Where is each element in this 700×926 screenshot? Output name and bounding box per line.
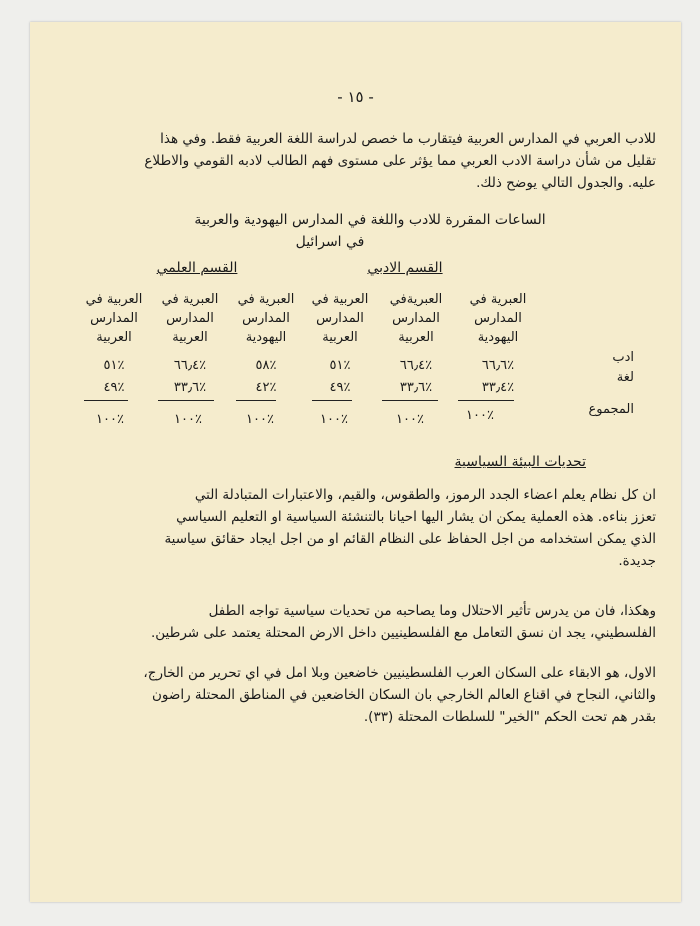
paragraph-line: ان كل نظام يعلم اعضاء الجدد الرموز، والطقوس، والقيم، والاعتبارات المتبادلة التي [194,487,656,503]
paragraph-line: الذي يمكن استخدامه من اجل الحفاظ على النظام القائم او من اجل ايجاد حقائق سياسية [164,531,656,547]
table-cell: ١٠٠٪ [396,412,424,427]
row-label-total: المجموع [588,402,634,417]
intro-line: تقليل من شأن دراسة الادب العربي مما يؤثر على مستوى فهم الطالب لادبه القومي والاطلاع [144,153,656,169]
table-cell: ٥٨٪ [255,358,277,373]
paragraph-line: وهكذا، فان من يدرس تأثير الاحتلال وما يصاحبه من تحديات سياسية تواجه الطفل [208,603,656,619]
table-cell: ١٠٠٪ [96,412,124,427]
section-heading: تحديات البيئة السياسية [454,454,586,470]
paragraph-line: والثاني، النجاح في اقناع العالم الخارجي بان السكان الخاضعين في المناطق المحتلة راضون [151,687,656,703]
document-page [30,22,681,902]
table-cell: ٣٣٫٤٪ [481,380,515,395]
row-label-language: لغة [616,370,634,385]
table-cell: ٥١٪ [329,358,351,373]
section-literary: القسم الادبي [367,260,443,276]
table-subtitle: في اسرائيل [295,234,365,250]
table-cell: ٤٩٪ [103,380,125,395]
paragraph-line: تعزز بناءه. هذه العملية يمكن ان يشار اليها احيانا بالتنشئة السياسية او التعليم السياسي [176,509,656,525]
paragraph-line: الفلسطيني، يجد ان نسق التعامل مع الفلسطينيين داخل الارض المحتلة يعتمد على شرطين. [150,625,656,641]
paragraph [90,600,656,644]
sum-rule [84,400,128,401]
table-cell: ١٠٠٪ [246,412,274,427]
paragraph [90,484,656,572]
col-header: العبرية في المدارس اليهودية [237,292,295,345]
sum-rule [382,400,438,401]
table-cell: ٥١٪ [103,358,125,373]
col-header: العربية في المدارس العربية [311,292,369,345]
table-cell: ١٠٠٪ [466,408,494,423]
table-cell: ٤٢٪ [255,380,277,395]
intro-line: للادب العربي في المدارس العربية فيتقارب ما خصص لدراسة اللغة العربية فقط. وفي هذا [160,131,656,147]
section-scientific: القسم العلمي [156,260,238,276]
intro-line: عليه. والجدول التالي يوضح ذلك. [476,175,656,191]
sum-rule [312,400,352,401]
sum-rule [236,400,276,401]
col-header: العبرية في المدارس العربية [161,292,219,345]
table-cell: ٣٣٫٦٪ [399,380,433,395]
page-number: - ١٥ - [337,88,374,106]
sum-rule [458,400,514,401]
table-cell: ١٠٠٪ [174,412,202,427]
table-cell: ٦٦٫٦٪ [481,358,515,373]
row-label-literature: ادب [612,350,634,365]
table-cell: ٣٣٫٦٪ [173,380,207,395]
paragraph-line: الاول، هو الابقاء على السكان العرب الفلسطينيين خاضعين وبلا امل في اي تحرير من الخارج، [143,665,656,681]
col-header: العبرية في المدارس اليهودية [469,292,527,345]
table-cell: ١٠٠٪ [320,412,348,427]
table-cell: ٦٦٫٤٪ [399,358,433,373]
intro-paragraph [90,128,656,194]
table-title: الساعات المقررة للادب واللغة في المدارس اليهودية والعربية [194,212,546,228]
table-cell: ٤٩٪ [329,380,351,395]
col-header: العربية في المدارس العربية [85,292,143,345]
table-cell: ٦٦٫٤٪ [173,358,207,373]
paragraph-line: جديدة. [618,553,656,569]
col-header: العبريةفي المدارس العربية [389,292,443,345]
paragraph-line: بقدر هم تحت الحكم "الخير" للسلطات المحتلة (٣٣). [363,709,656,725]
sum-rule [158,400,214,401]
paragraph [90,662,656,728]
